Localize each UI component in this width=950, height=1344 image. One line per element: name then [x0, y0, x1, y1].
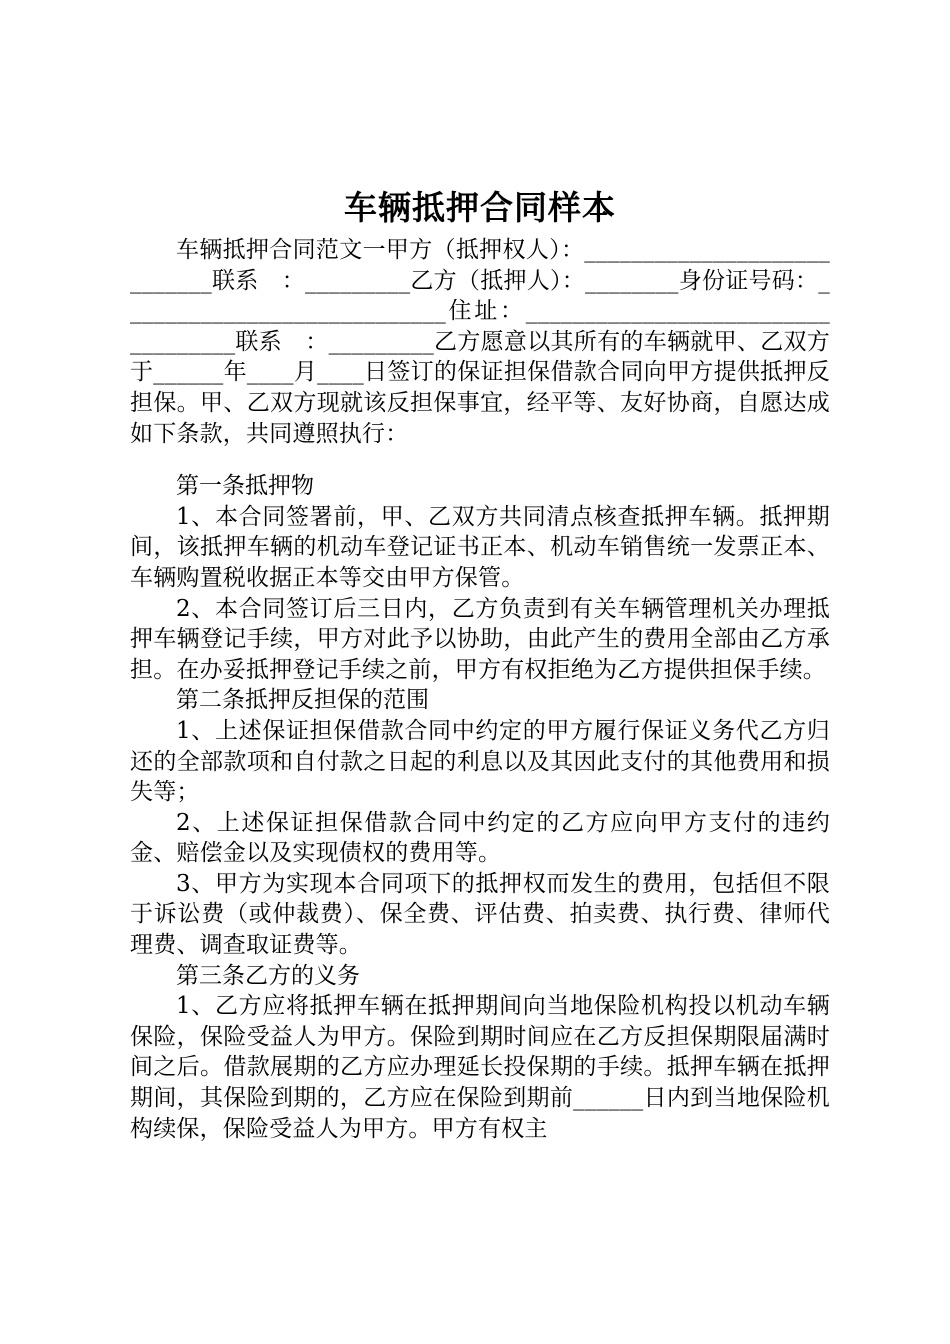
document-page	[130, 183, 830, 1144]
article-1-item-2: 2、本合同签订后三日内，乙方负责到有关车辆管理机关办理抵押车辆登记手续，甲方对此予以协助，由此产生的费用全部由乙方承担。在办妥抵押登记手续之前，甲方有权拒绝为乙方提供担保手续。	[130, 595, 830, 683]
article-2-heading: 第二条抵押反担保的范围	[176, 687, 429, 714]
intro-paragraph: 车辆抵押合同范文一甲方（抵押权人）：____________________________联系 ：_________乙方（抵押人）：________身份证号码：____________________________住址：___________________________________联系 ：_________乙方愿意以其所有的车辆就甲、乙双方于______年____月____日签订的保证担保借款合同向甲方提供抵押反担保。甲、乙双方现就该反担保事宜，经平等、友好协商，自愿达成如下条款，共同遵照执行：	[130, 237, 830, 447]
paragraph-gap	[130, 449, 830, 471]
article-2-item-3: 3、甲方为实现本合同项下的抵押权而发生的费用，包括但不限于诉讼费（或仲裁费）、保全费、评估费、拍卖费、执行费、律师代理费、调查取证费等。	[130, 870, 830, 959]
article-3-item-1: 1、乙方应将抵押车辆在抵押期间向当地保险机构投以机动车辆保险，保险受益人为甲方。保险到期时间应在乙方反担保期限届满时间之后。借款展期的乙方应办理延长投保期的手续。抵押车辆在抵押期间，其保险到期的，乙方应在保险到期前______日内到当地保险机构续保，保险受益人为甲方。甲方有权主	[130, 993, 830, 1142]
article-2-item-2: 2、上述保证担保借款合同中约定的乙方应向甲方支付的违约金、赔偿金以及实现债权的费用等。	[130, 809, 830, 867]
article-1-heading: 第一条抵押物	[176, 473, 314, 500]
article-2-item-1: 1、上述保证担保借款合同中约定的甲方履行保证义务代乙方归还的全部款项和自付款之日起的利息以及其因此支付的其他费用和损失等；	[130, 717, 830, 806]
document-title: 车辆抵押合同样本	[344, 188, 616, 227]
article-1-item-1: 1、本合同签署前，甲、乙双方共同清点核查抵押车辆。抵押期间，该抵押车辆的机动车登记证书正本、机动车销售统一发票正本、车辆购置税收据正本等交由甲方保管。	[130, 503, 830, 591]
article-3-heading: 第三条乙方的义务	[176, 962, 360, 989]
